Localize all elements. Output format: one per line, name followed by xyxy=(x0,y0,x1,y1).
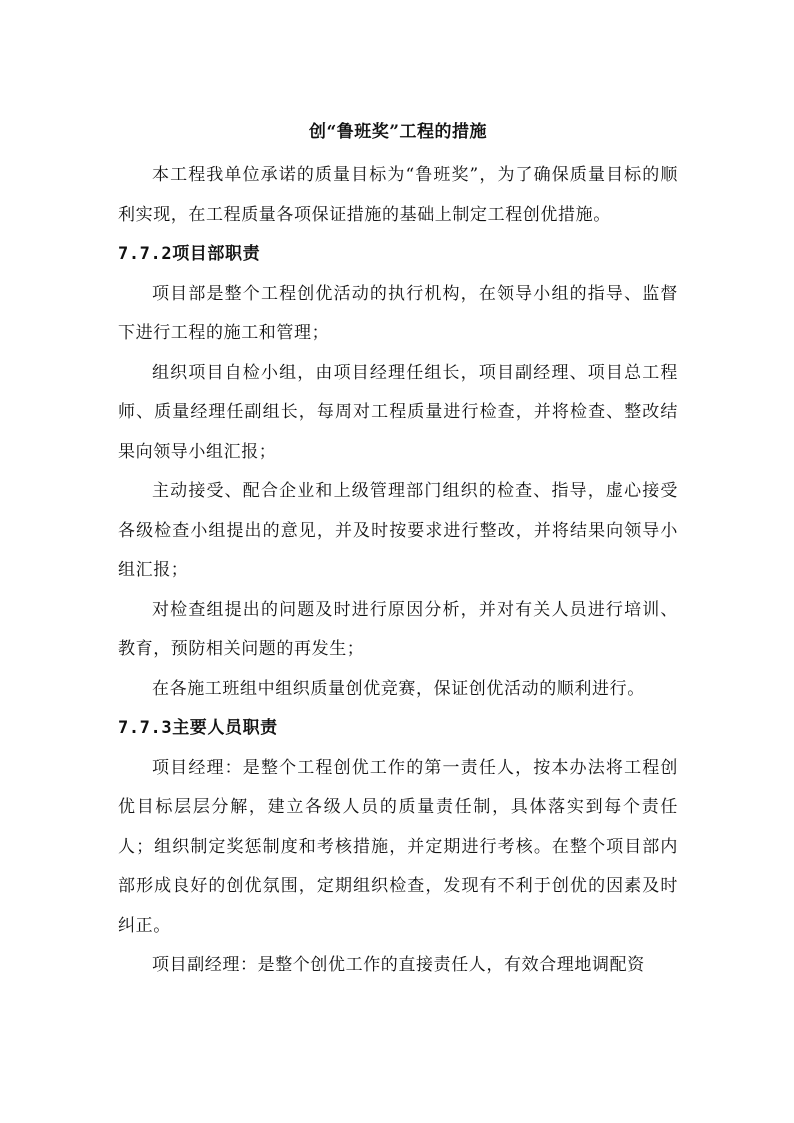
section-number: 7.7.3 xyxy=(118,718,173,738)
section-title: 项目部职责 xyxy=(172,244,261,264)
paragraph: 对检查组提出的问题及时进行原因分析，并对有关人员进行培训、教育，预防相关问题的再发生； xyxy=(118,599,678,659)
section-title: 主要人员职责 xyxy=(172,718,278,738)
paragraph: 项目部是整个工程创优活动的执行机构，在领导小组的指导、监督下进行工程的施工和管理； xyxy=(118,283,678,343)
paragraph: 项目经理：是整个工程创优工作的第一责任人，按本办法将工程创优目标层层分解，建立各级人员的质量责任制，具体落实到每个责任人；组织制定奖惩制度和考核措施，并定期进行考核。在整个项目部内部形成良好的创优氛围，定期组织检查，发现有不利于创优的因素及时纠正。 xyxy=(118,757,678,936)
section-heading xyxy=(118,235,678,275)
section-key-personnel-duties xyxy=(118,709,678,986)
section-number: 7.7.2 xyxy=(118,244,173,264)
paragraph: 组织项目自检小组，由项目经理任组长，项目副经理、项目总工程师、质量经理任副组长，每周对工程质量进行检查，并将检查、整改结果向领导小组汇报； xyxy=(118,362,678,462)
paragraph: 项目副经理：是整个创优工作的直接责任人，有效合理地调配资 xyxy=(152,955,645,975)
section-heading xyxy=(118,709,678,749)
section-project-department-duties xyxy=(118,235,678,709)
paragraph: 在各施工班组中组织质量创优竞赛，保证创优活动的顺利进行。 xyxy=(152,678,645,699)
document-title: 创“鲁班奖”工程的措施 xyxy=(308,122,488,142)
paragraph: 主动接受、配合企业和上级管理部门组织的检查、指导，虚心接受各级检查小组提出的意见，并及时按要求进行整改，并将结果向领导小组汇报； xyxy=(118,481,678,580)
intro-paragraph: 本工程我单位承诺的质量目标为“鲁班奖”，为了确保质量目标的顺利实现，在工程质量各项保证措施的基础上制定工程创优措施。 xyxy=(118,165,678,225)
document-body xyxy=(118,118,678,986)
